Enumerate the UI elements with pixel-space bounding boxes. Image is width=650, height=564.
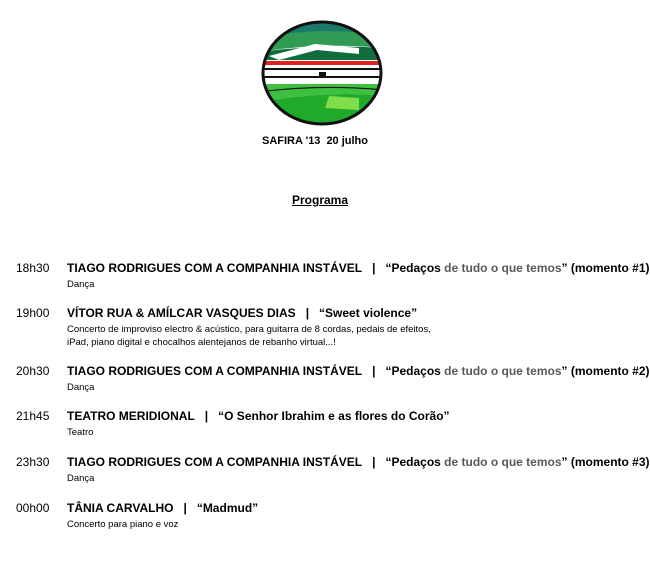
event-artist: VÍTOR RUA & AMÍLCAR VASQUES DIAS [67, 306, 296, 320]
event-separator: | [372, 364, 376, 378]
event-description-line: iPad, piano digital e chocalhos alentejanos de rebanho virtual...! [67, 337, 336, 348]
event-work-title-close: ” [561, 455, 568, 469]
safira-logo [259, 18, 385, 128]
event-time: 18h30 [16, 261, 50, 275]
event-work-title: “O Senhor Ibrahim e as flores do Corão” [218, 409, 450, 423]
event-title [67, 306, 417, 320]
event-artist: TÂNIA CARVALHO [67, 501, 174, 515]
event-time: 23h30 [16, 455, 50, 469]
event-description-line: Dança [67, 382, 95, 393]
safira-logo-icon [259, 18, 385, 128]
event-moment: (momento #1) [567, 261, 650, 275]
festival-date: 20 julho [326, 135, 368, 147]
event-work-title-close: ” [561, 364, 568, 378]
event-title [67, 501, 258, 515]
event-separator: | [305, 306, 310, 320]
event-time: 20h30 [16, 364, 50, 378]
event-work-title-rest: de tudo o que temos [440, 261, 562, 275]
event-description [67, 278, 94, 291]
event-work-title: “Pedaços [385, 455, 441, 469]
event-description-line: Teatro [67, 427, 94, 438]
event-description [67, 381, 94, 394]
event-work-title-close: ” [561, 261, 568, 275]
festival-name: SAFIRA '13 [261, 135, 321, 147]
event-description-line: Concerto para piano e voz [67, 519, 179, 530]
event-description [67, 472, 94, 485]
event-separator: | [372, 455, 376, 469]
event-artist: TIAGO RODRIGUES COM A COMPANHIA INSTÁVEL [67, 455, 363, 469]
event-description [67, 518, 178, 531]
event-work-title-rest: de tudo o que temos [440, 455, 562, 469]
event-title [67, 364, 650, 378]
event-title [67, 409, 450, 423]
event-description-line: Dança [67, 279, 95, 290]
event-separator: | [204, 409, 209, 423]
event-moment: (momento #2) [567, 364, 650, 378]
event-artist: TIAGO RODRIGUES COM A COMPANHIA INSTÁVEL [67, 364, 363, 378]
event-description-line: Concerto de improviso electro & acústico, para guitarra de 8 cordas, pedais de efeitos, [67, 324, 431, 335]
event-title [67, 261, 650, 275]
event-description [67, 426, 93, 439]
event-separator: | [183, 501, 187, 515]
event-description-line: Dança [67, 473, 95, 484]
event-work-title-rest: de tudo o que temos [440, 364, 562, 378]
event-separator: | [372, 261, 376, 275]
event-work-title: “Pedaços [385, 364, 441, 378]
festival-caption [0, 135, 630, 147]
event-work-title: “Madmud” [196, 501, 259, 515]
event-moment: (momento #3) [567, 455, 650, 469]
event-time: 19h00 [16, 306, 50, 320]
program-heading: Programa [291, 193, 349, 207]
event-title [67, 455, 650, 469]
event-artist: TEATRO MERIDIONAL [67, 409, 195, 423]
event-time: 00h00 [16, 501, 50, 515]
event-time: 21h45 [16, 409, 50, 423]
event-description [67, 323, 431, 349]
event-work-title: “Pedaços [385, 261, 441, 275]
event-artist: TIAGO RODRIGUES COM A COMPANHIA INSTÁVEL [67, 261, 363, 275]
event-work-title: “Sweet violence” [319, 306, 418, 320]
